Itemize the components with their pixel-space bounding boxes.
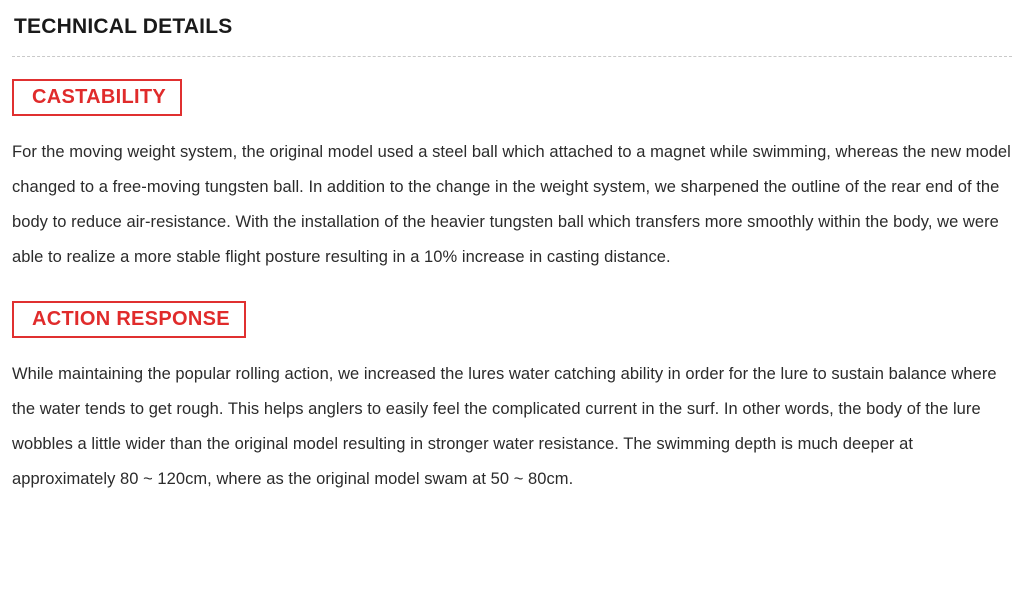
section-heading-action-response: ACTION RESPONSE: [12, 301, 246, 338]
title-divider: [12, 56, 1012, 57]
page-title: TECHNICAL DETAILS: [14, 15, 233, 38]
section-action-response: [12, 301, 1012, 497]
section-heading-castability: CASTABILITY: [12, 79, 182, 116]
section-body-action-response: While maintaining the popular rolling action, we increased the lures water catching ability in order for the lure to sustain balance where the water tends to get rough. This helps anglers to easily feel the complicated current in the surf. In other words, the body of the lure wobbles a little wider than the original model resulting in stronger water resistance. The swimming depth is much deeper at approximately 80 ~ 120cm, where as the original model swam at 50 ~ 80cm.: [12, 365, 997, 489]
section-body-castability: For the moving weight system, the original model used a steel ball which attached to a magnet while swimming, whereas the new model changed to a free-moving tungsten ball. In addition to the change in the weight system, we sharpened the outline of the rear end of the body to reduce air-resistance. With the installation of the heavier tungsten ball which transfers more smoothly within the body, we were able to realize a more stable flight posture resulting in a 10% increase in casting distance.: [12, 143, 1011, 267]
technical-details-page: [0, 14, 1024, 616]
section-castability: [12, 79, 1012, 275]
